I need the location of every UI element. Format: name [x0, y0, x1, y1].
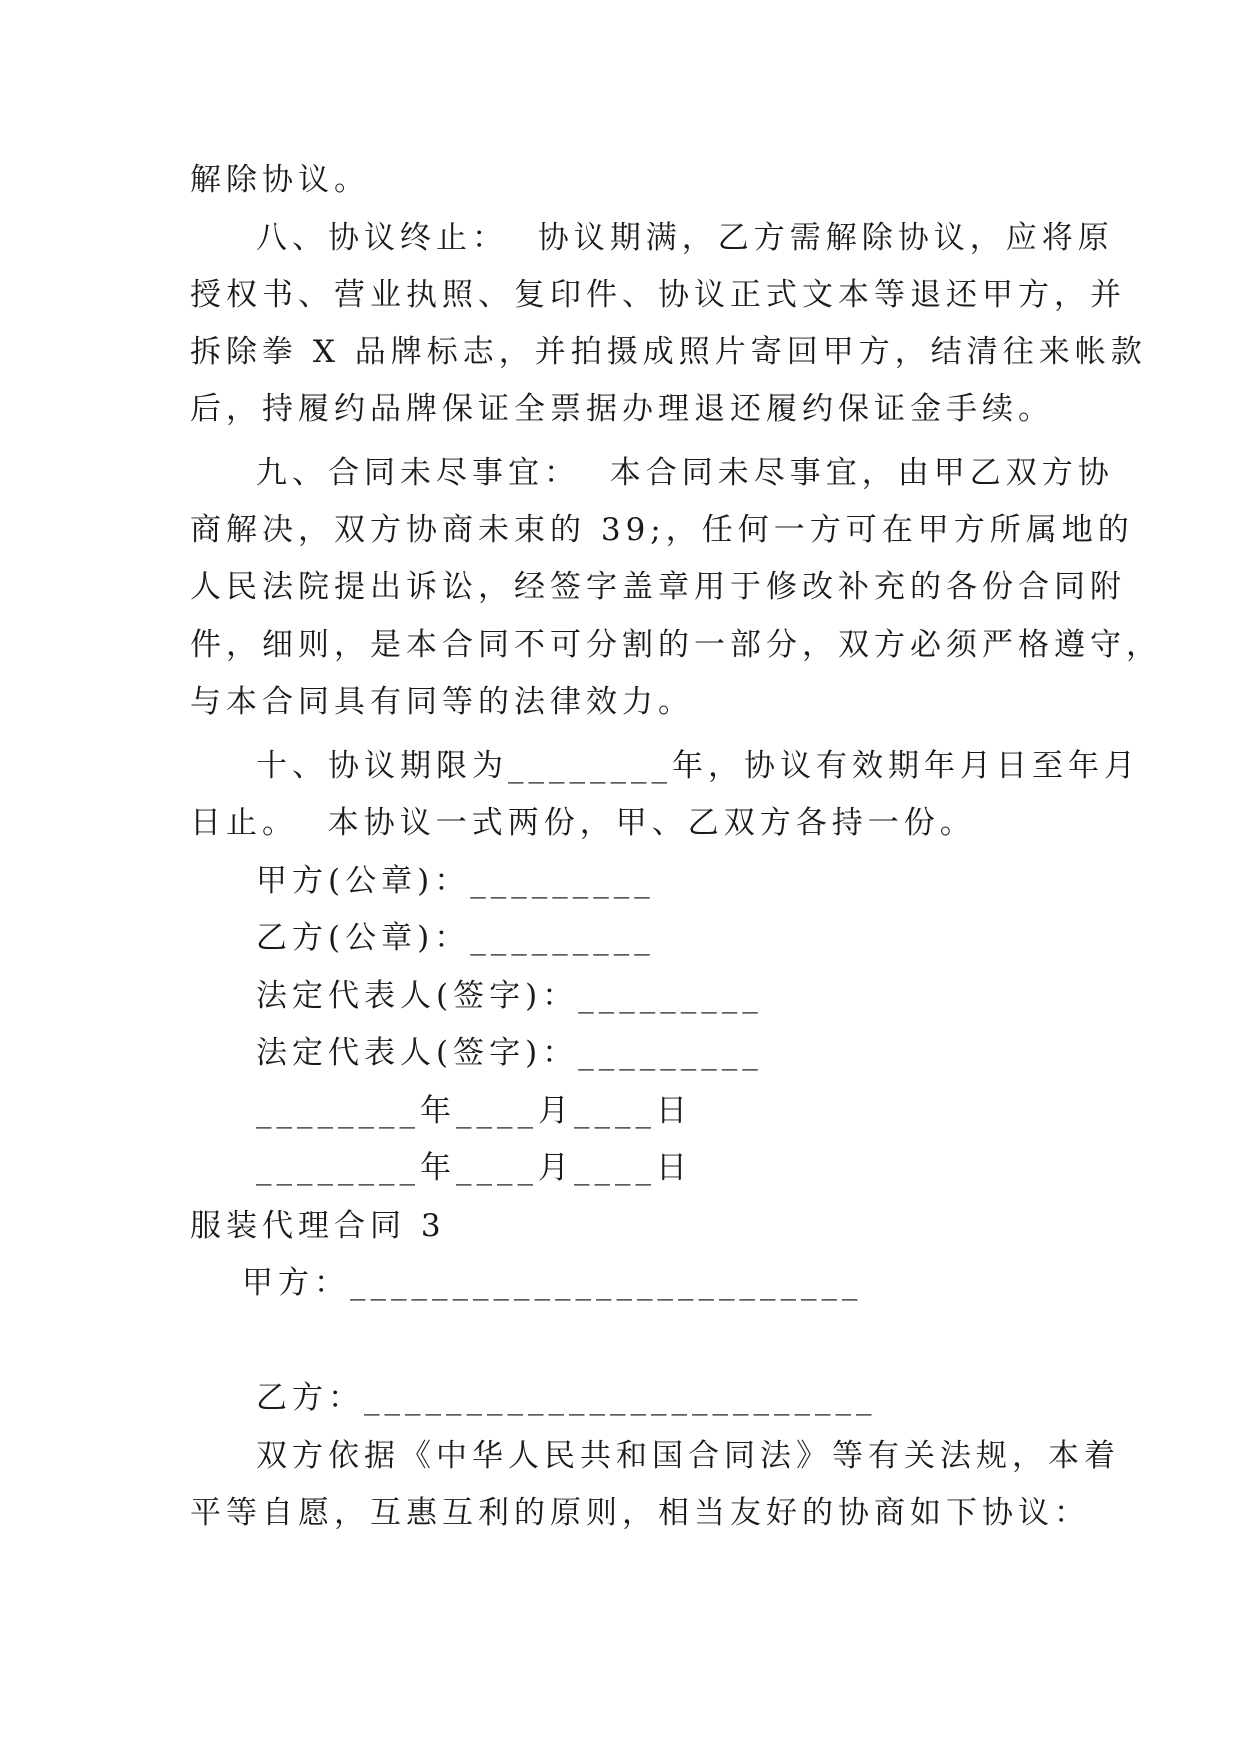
paragraph-line: 人民法院提出诉讼，经签字盖章用于修改补充的各份合同附	[190, 569, 1126, 605]
date-line: ________年____月____日	[256, 1093, 692, 1129]
party-a-line: 甲方：_________________________	[242, 1265, 863, 1301]
signature-line-party-b: 乙方(公章)：_________	[256, 920, 655, 956]
paragraph-line: 八、协议终止： 协议期满，乙方需解除协议，应将原	[256, 220, 1114, 256]
signature-line-representative: 法定代表人(签字)：_________	[256, 1035, 763, 1071]
paragraph-line: 十、协议期限为________年，协议有效期年月日至年月	[256, 748, 1140, 784]
paragraph-line: 解除协议。	[190, 162, 370, 198]
date-line: ________年____月____日	[256, 1150, 692, 1186]
paragraph-line: 九、合同未尽事宜： 本合同未尽事宜，由甲乙双方协	[256, 455, 1114, 491]
paragraph-line: 商解决，双方协商未束的 39;，任何一方可在甲方所属地的	[190, 512, 1134, 548]
paragraph-line: 日止。 本协议一式两份，甲、乙双方各持一份。	[190, 805, 976, 841]
paragraph-line: 后，持履约品牌保证全票据办理退还履约保证金手续。	[190, 391, 1054, 427]
section-title: 服装代理合同 3	[190, 1208, 446, 1244]
paragraph-line: 双方依据《中华人民共和国合同法》等有关法规，本着	[256, 1438, 1120, 1474]
signature-line-party-a: 甲方(公章)：_________	[256, 863, 655, 899]
signature-line-representative: 法定代表人(签字)：_________	[256, 978, 763, 1014]
paragraph-line: 拆除拳 X 品牌标志，并拍摄成照片寄回甲方，结清往来帐款	[190, 334, 1147, 370]
party-b-line: 乙方：_________________________	[256, 1380, 877, 1416]
paragraph-line: 授权书、营业执照、复印件、协议正式文本等退还甲方，并	[190, 277, 1126, 313]
paragraph-line: 件，细则，是本合同不可分割的一部分，双方必须严格遵守，	[190, 627, 1162, 663]
paragraph-line: 与本合同具有同等的法律效力。	[190, 684, 694, 720]
paragraph-line: 平等自愿，互惠互利的原则，相当友好的协商如下协议：	[190, 1495, 1090, 1531]
